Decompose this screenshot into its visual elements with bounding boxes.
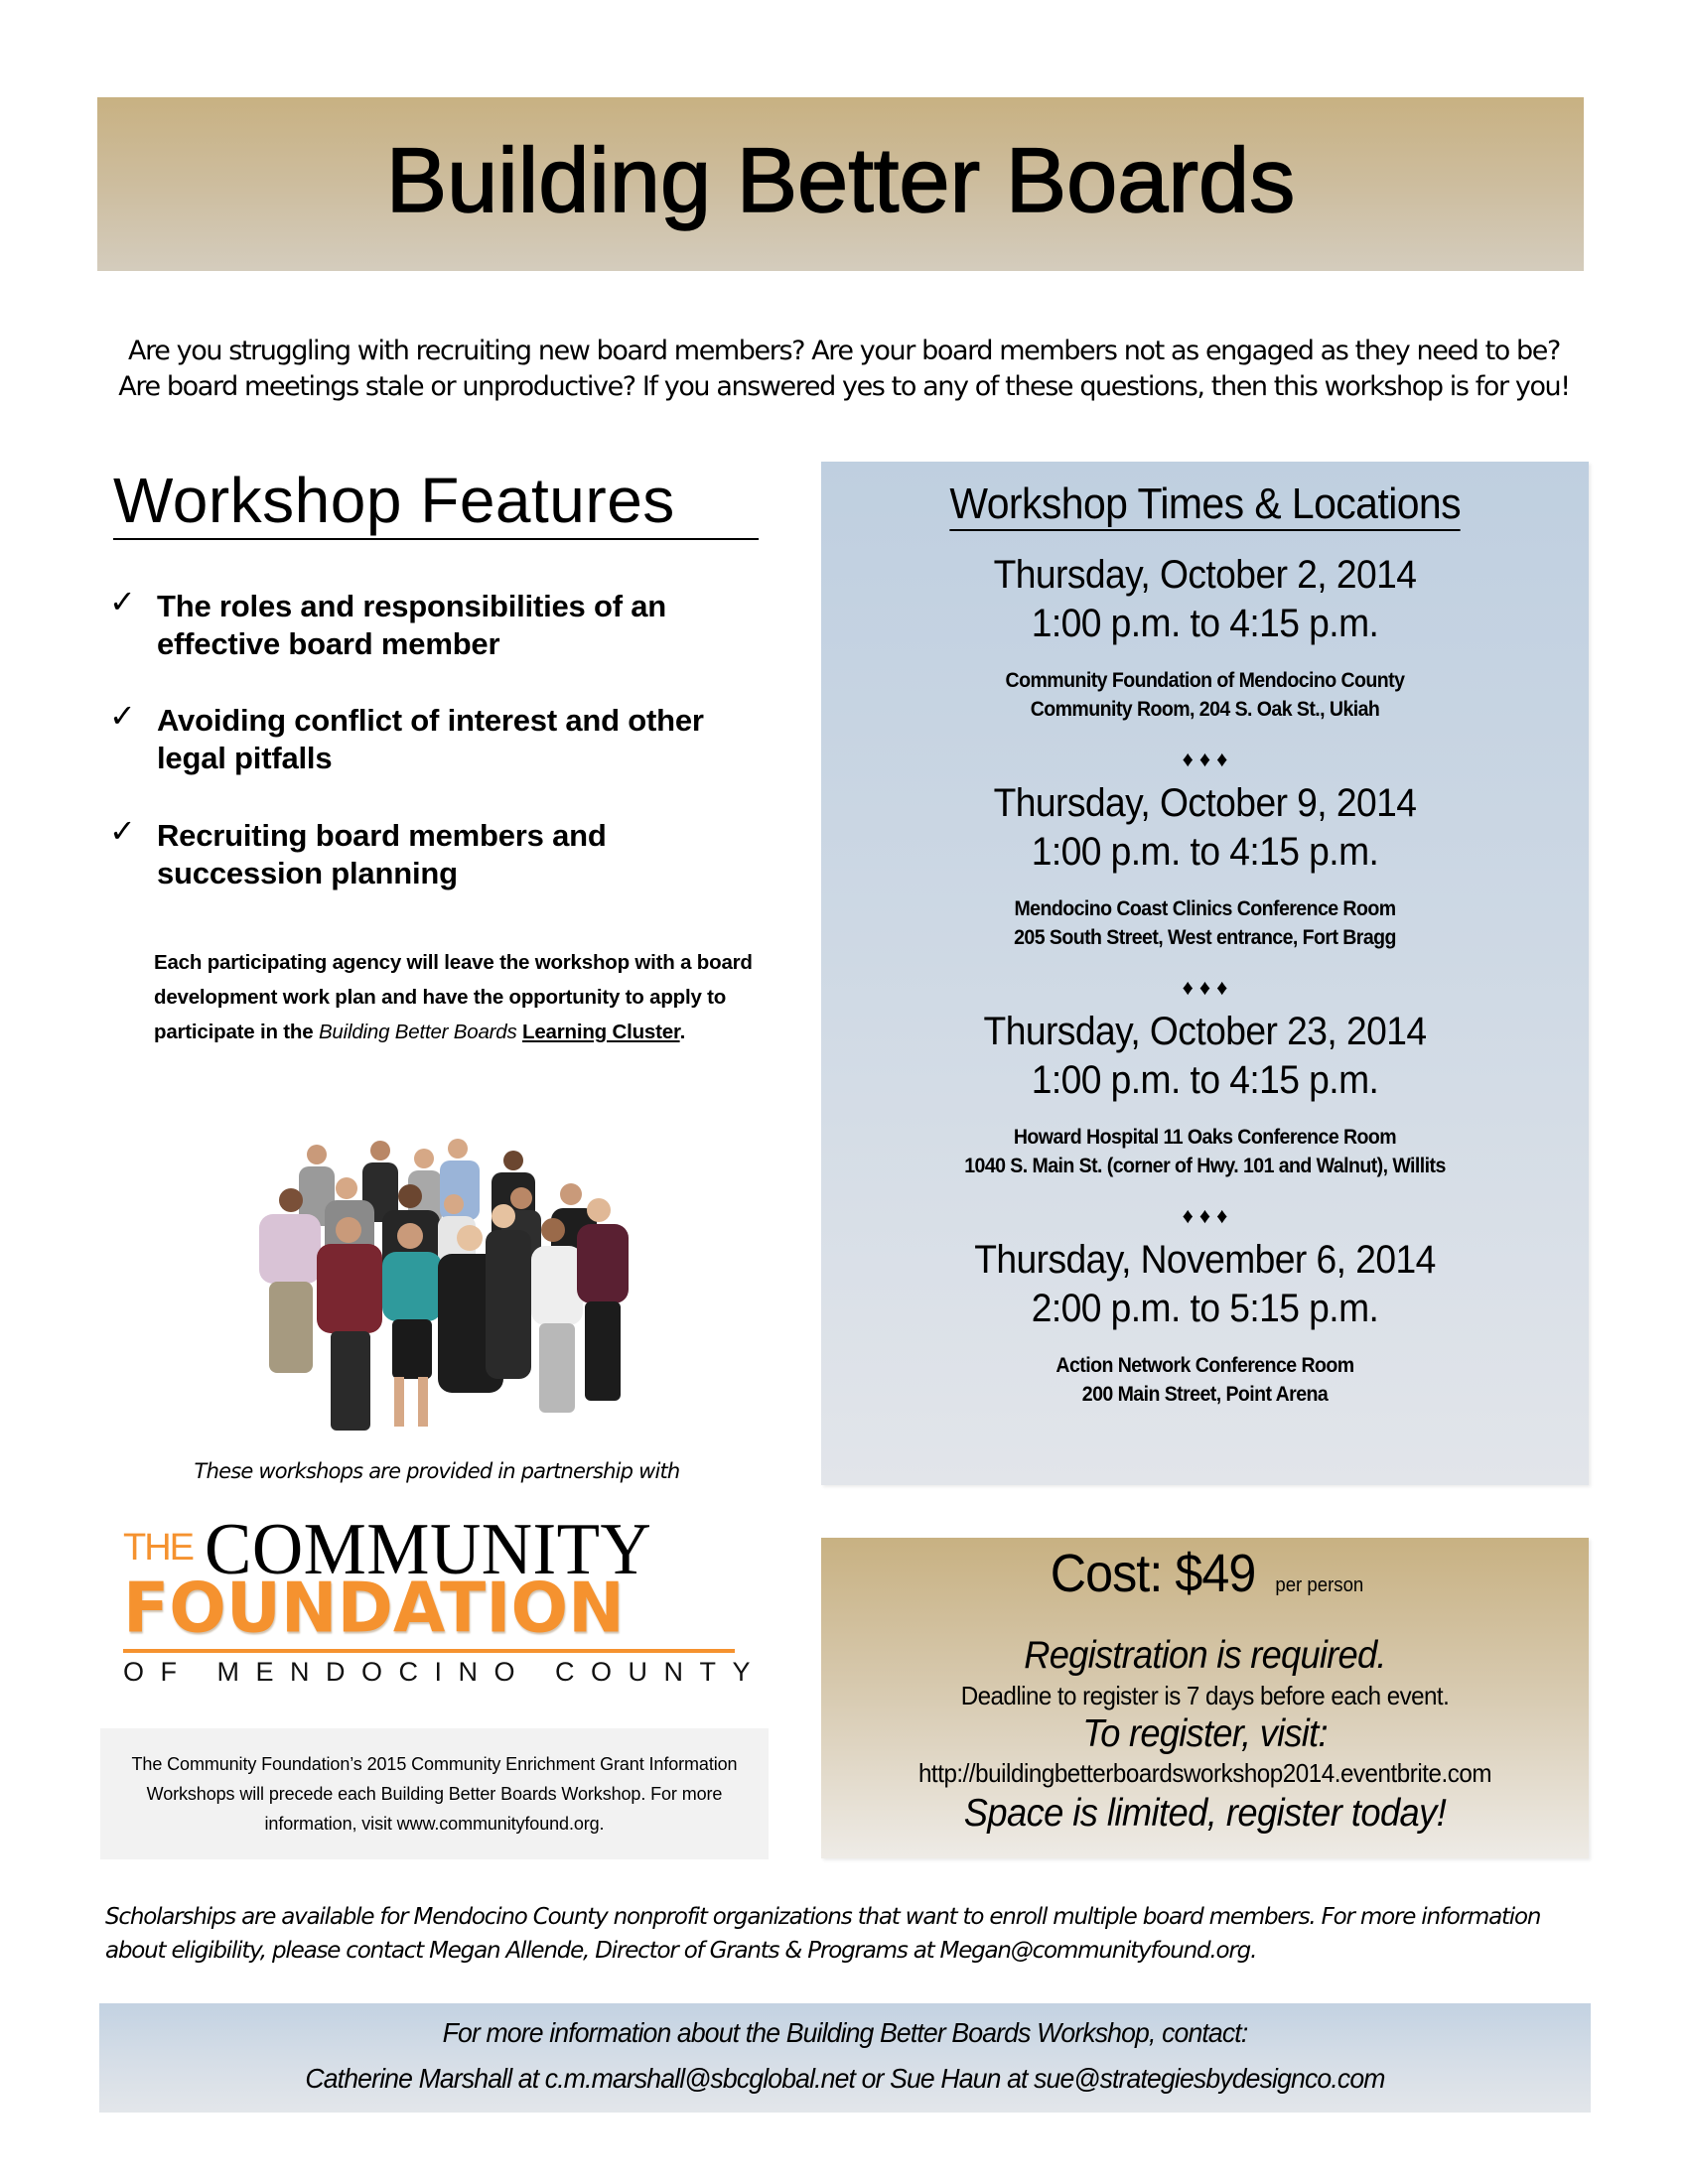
- intro-line-2: Are board meetings stale or unproductive? If you answered yes to any of these questions, then this workshop is for you!: [118, 371, 1570, 402]
- contact-footer: [99, 2003, 1591, 2113]
- feature-item: [109, 697, 765, 777]
- session-item: [821, 779, 1589, 952]
- contact-intro: For more information about the Building Better Boards Workshop, contact:: [442, 2017, 1248, 2048]
- session-venue: Mendocino Coast Clinics Conference Room: [1014, 897, 1396, 920]
- cost-price: Cost: $49: [1051, 1544, 1256, 1603]
- space-limited-note: Space is limited, register today!: [963, 1792, 1447, 1835]
- session-date: Thursday, October 23, 2014: [983, 1010, 1427, 1053]
- session-address: Community Room, 204 S. Oak St., Ukiah: [1030, 698, 1380, 721]
- diamond-separator-icon: ♦♦♦: [1182, 1203, 1234, 1228]
- checkmark-icon: ✓: [109, 812, 136, 850]
- checkmark-icon: ✓: [109, 697, 136, 735]
- session-address: 205 South Street, West entrance, Fort Bragg: [1014, 926, 1396, 949]
- agency-description: [154, 945, 789, 1049]
- features-heading: Workshop Features: [113, 469, 759, 540]
- learning-cluster-link[interactable]: Learning Cluster: [522, 1021, 680, 1043]
- people-group-icon: [243, 1127, 635, 1444]
- to-register-label: To register, visit:: [1082, 1712, 1328, 1755]
- session-address: 1040 S. Main St. (corner of Hwy. 101 and Walnut), Willits: [964, 1155, 1446, 1177]
- agency-text-body: Each participating agency will leave the workshop with a board development work plan and have the opportunity to apply to participate in the: [154, 951, 753, 1043]
- session-venue: Howard Hospital 11 Oaks Conference Room: [1013, 1126, 1397, 1149]
- session-venue: Community Foundation of Mendocino County: [1005, 669, 1405, 692]
- diamond-separator-icon: ♦♦♦: [1182, 747, 1234, 771]
- partnership-text: These workshops are provided in partnership with: [194, 1459, 680, 1483]
- logo-community: COMMUNITY: [205, 1509, 652, 1590]
- session-date: Thursday, October 9, 2014: [993, 781, 1417, 825]
- intro-line-1: Are you struggling with recruiting new board members? Are your board members not as engaged as they need to be?: [128, 336, 1560, 366]
- group-photo: [243, 1127, 635, 1444]
- feature-label: Avoiding conflict of interest and other legal pitfalls: [157, 703, 704, 775]
- feature-label: Recruiting board members and succession planning: [157, 818, 607, 890]
- period: .: [679, 1021, 686, 1043]
- checkmark-icon: ✓: [109, 583, 136, 620]
- session-time: 1:00 p.m. to 4:15 p.m.: [1031, 602, 1379, 645]
- logo-county: OF MENDOCINO COUNTY: [123, 1657, 767, 1687]
- feature-item: [109, 583, 765, 663]
- session-time: 1:00 p.m. to 4:15 p.m.: [1031, 1058, 1379, 1102]
- registration-required: Registration is required.: [1024, 1634, 1386, 1677]
- session-item: [821, 1236, 1589, 1409]
- times-locations-panel: [821, 462, 1589, 1485]
- title-banner: [97, 97, 1584, 271]
- contact-emails[interactable]: Catherine Marshall at c.m.marshall@sbcglobal.net or Sue Haun at sue@strategiesbydesignco.com: [305, 2063, 1385, 2094]
- cost-per-person: per person: [1275, 1574, 1364, 1596]
- session-time: 2:00 p.m. to 5:15 p.m.: [1031, 1287, 1379, 1330]
- registration-deadline: Deadline to register is 7 days before each event.: [960, 1681, 1450, 1710]
- feature-label: The roles and responsibilities of an effective board member: [157, 589, 667, 661]
- cost-line: [821, 1542, 1589, 1619]
- logo-divider: [123, 1649, 735, 1653]
- features-list: [109, 583, 765, 932]
- session-item: [821, 551, 1589, 724]
- session-address: 200 Main Street, Point Arena: [1081, 1383, 1329, 1406]
- page-title: Building Better Boards: [385, 129, 1296, 231]
- diamond-separator-icon: ♦♦♦: [1182, 975, 1234, 1000]
- intro-text: [89, 334, 1599, 405]
- logo-foundation: FOUNDATION: [123, 1569, 625, 1649]
- times-heading: Workshop Times & Locations: [949, 479, 1461, 531]
- registration-url-link[interactable]: http://buildingbetterboardsworkshop2014.eventbrite.com: [917, 1758, 1492, 1788]
- session-item: [821, 1008, 1589, 1180]
- grant-info-text: The Community Foundation’s 2015 Community Enrichment Grant Information Workshops will precede each Building Better Boards Workshop. For more information, visit www.communityfound.org.: [131, 1754, 738, 1834]
- session-date: Thursday, October 2, 2014: [993, 553, 1417, 597]
- cost-registration-box: [821, 1538, 1589, 1858]
- logo-the: THE: [123, 1527, 193, 1569]
- community-foundation-logo: [123, 1509, 767, 1692]
- session-time: 1:00 p.m. to 4:15 p.m.: [1031, 830, 1379, 874]
- feature-item: [109, 812, 765, 892]
- program-name: Building Better Boards: [318, 1021, 517, 1043]
- grant-info-box: [100, 1728, 769, 1859]
- session-venue: Action Network Conference Room: [1055, 1354, 1354, 1377]
- scholarships-text: Scholarships are available for Mendocino County nonprofit organizations that want to enroll multiple board members. For more information about eligibility, please contact Megan Allende, Director of Grants & Programs at Megan@communityfound.org.: [105, 1904, 1541, 1964]
- session-date: Thursday, November 6, 2014: [974, 1238, 1436, 1282]
